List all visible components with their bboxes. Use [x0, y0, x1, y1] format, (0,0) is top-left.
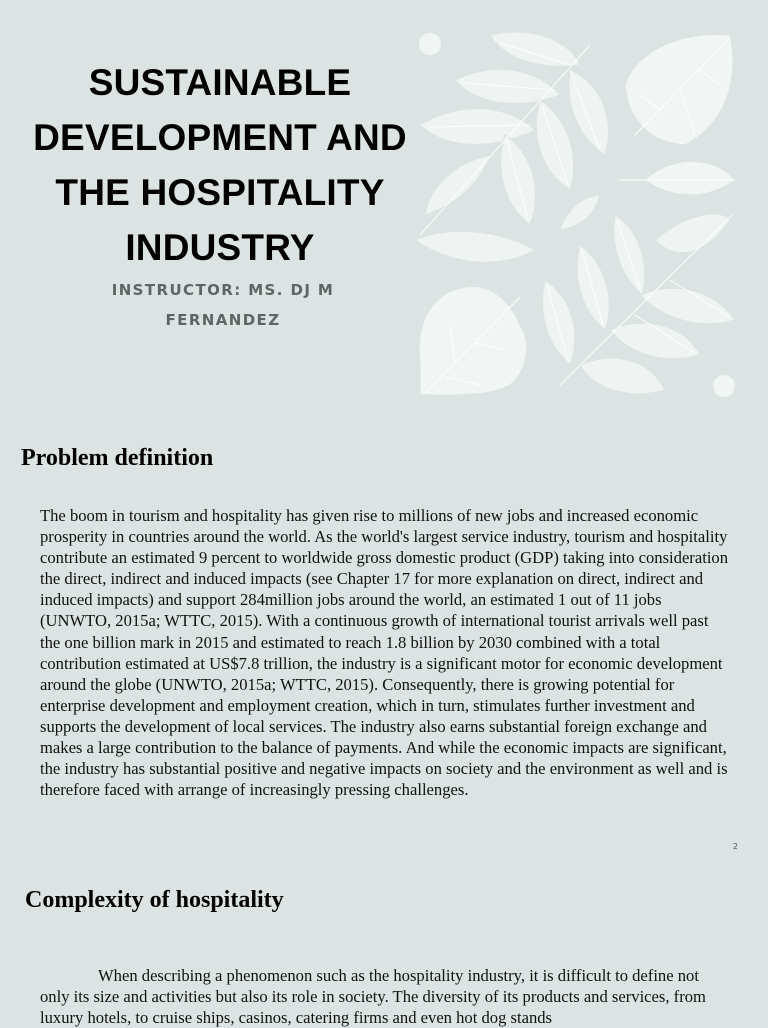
slide-title: SUSTAINABLE DEVELOPMENT AND THE HOSPITALITY INDUSTRY [33, 62, 407, 268]
slide-subtitle: INSTRUCTOR: MS. DJ M FERNANDEZ [111, 281, 335, 329]
page-number: 2 [732, 842, 738, 851]
complexity-paragraph: When describing a phenomenon such as the hospitality industry, it is difficult to define not only its size and activities but also its role in society. The diversity of its products and services, from luxury hotels, to cruise ships, casinos, catering firms and even hot dog stands [40, 966, 706, 1028]
problem-definition-paragraph: The boom in tourism and hospitality has given rise to millions of new jobs and increased economic prosperity in countries around the world. As the world's largest service industry, tourism and hospitality contribute an estimated 9 percent to worldwide gross domestic product (GDP) taking into consideration the direct, indirect and induced impacts (see Chapter 17 for more explanation on direct, indirect and induced impacts) and support 284million jobs around the world, an estimated 1 out of 11 jobs (UNWTO, 2015a; WTTC, 2015). With a continuous growth of international tourist arrivals well past the one billion mark in 2015 and estimated to reach 1.8 billion by 2030 combined with a total contribution estimated at US$7.8 trillion, the industry is a significant motor for economic development around the globe (UNWTO, 2015a; WTTC, 2015). Consequently, there is growing potential for enterprise development and employment creation, which in turn, stimulates further investment and supports the development of local services. The industry also earns substantial foreign exchange and makes a large contribution to the balance of payments. And while the economic impacts are significant, the industry has substantial positive and negative impacts on society and the environment as well and is therefore faced with arrange of increasingly pressing challenges. [40, 506, 729, 800]
section-heading-complexity-of-hospitality: Complexity of hospitality [25, 887, 284, 913]
section-heading-problem-definition: Problem definition [21, 445, 214, 471]
leaf-decoration [410, 25, 755, 405]
